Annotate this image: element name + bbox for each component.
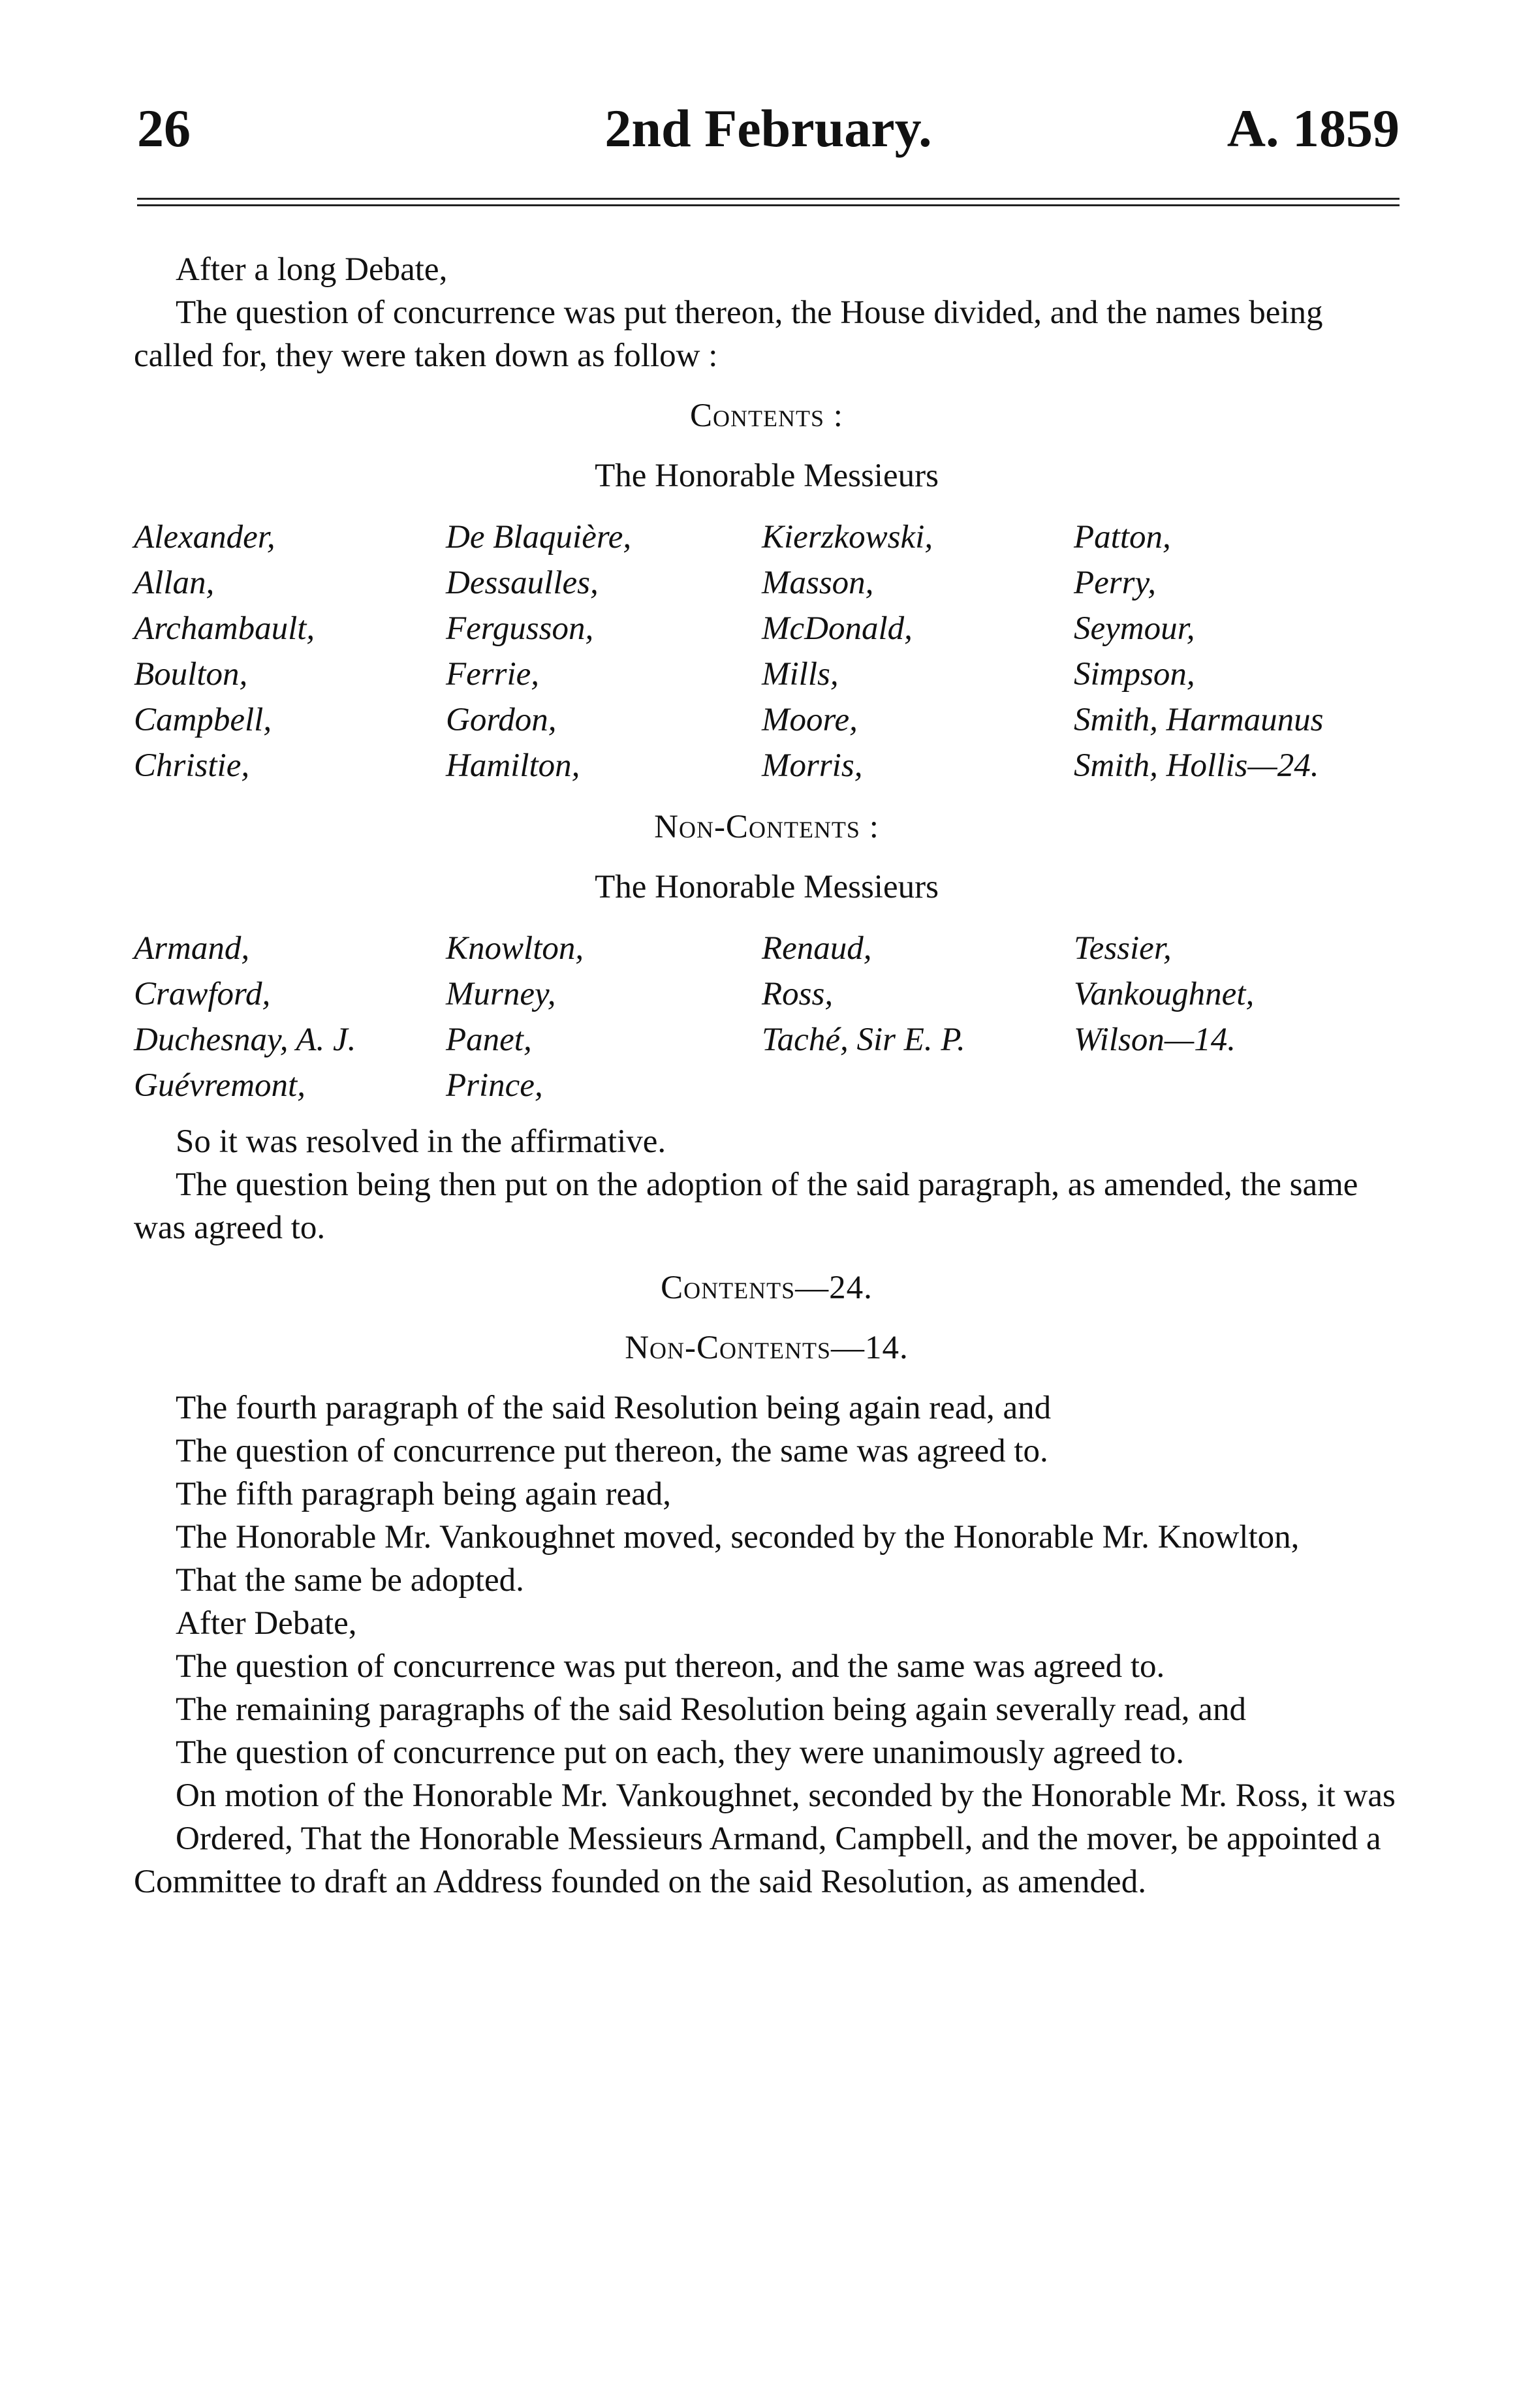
paragraph: On motion of the Honorable Mr. Vankoughnet, seconded by the Honorable Mr. Ross, it was bbox=[176, 1777, 1396, 1814]
member-name: Murney, bbox=[446, 976, 556, 1012]
paragraph: The question of concurrence put on each, they were unanimously agreed to. bbox=[176, 1734, 1185, 1771]
name-column bbox=[762, 514, 1074, 789]
member-name: Vankoughnet, bbox=[1074, 976, 1255, 1012]
member-name: Patton, bbox=[1074, 519, 1171, 555]
name-column bbox=[134, 514, 446, 789]
paragraph: The question being then put on the adoption of the said paragraph, as amended, the same was agreed to. bbox=[134, 1166, 1358, 1246]
name-column bbox=[446, 926, 762, 1108]
member-name: Hamilton, bbox=[446, 747, 580, 784]
non-contents-subheading: The Honorable Messieurs bbox=[595, 869, 939, 905]
paragraph: The remaining paragraphs of the said Resolution being again severally read, and bbox=[176, 1691, 1246, 1728]
member-name: Alexander, bbox=[134, 519, 275, 555]
member-name: Wilson—14. bbox=[1074, 1022, 1236, 1058]
paragraph: The question of concurrence was put thereon, and the same was agreed to. bbox=[176, 1648, 1165, 1685]
page-number: 26 bbox=[137, 99, 191, 158]
member-name: Morris, bbox=[762, 747, 863, 784]
name-column bbox=[446, 514, 762, 789]
paragraph: The fourth paragraph of the said Resolution being again read, and bbox=[176, 1390, 1052, 1426]
member-name: Perry, bbox=[1074, 565, 1157, 601]
member-name: Ross, bbox=[762, 976, 834, 1012]
member-name: Dessaulles, bbox=[446, 565, 599, 601]
member-name: Kierzkowski, bbox=[762, 519, 933, 555]
name-column bbox=[1074, 926, 1400, 1108]
paragraph: So it was resolved in the affirmative. bbox=[176, 1123, 666, 1160]
member-name: Boulton, bbox=[134, 656, 248, 693]
member-name: De Blaquière, bbox=[446, 519, 632, 555]
non-contents-name-list bbox=[134, 926, 1400, 1108]
paragraph: The fifth paragraph being again read, bbox=[176, 1476, 671, 1512]
member-name: McDonald, bbox=[762, 610, 913, 647]
member-name: Taché, Sir E. P. bbox=[762, 1022, 965, 1058]
paragraph: After Debate, bbox=[176, 1605, 357, 1642]
member-name: Moore, bbox=[762, 702, 858, 738]
paragraph: That the same be adopted. bbox=[176, 1562, 524, 1599]
name-column bbox=[1074, 514, 1400, 789]
member-name: Smith, Hollis—24. bbox=[1074, 747, 1319, 784]
non-contents-tally: Non-Contents—14. bbox=[625, 1330, 909, 1366]
member-name: Smith, Harmaunus bbox=[1074, 702, 1324, 738]
member-name: Panet, bbox=[446, 1022, 532, 1058]
paragraph: Ordered, That the Honorable Messieurs Armand, Campbell, and the mover, be appointed a Committee to draft an Address founded on the said Resolution, as amended. bbox=[134, 1821, 1381, 1900]
member-name: Knowlton, bbox=[446, 930, 584, 967]
member-name: Christie, bbox=[134, 747, 250, 784]
paragraph: The Honorable Mr. Vankoughnet moved, seconded by the Honorable Mr. Knowlton, bbox=[176, 1519, 1300, 1556]
paragraph: After a long Debate, bbox=[176, 251, 448, 288]
member-name: Simpson, bbox=[1074, 656, 1195, 693]
contents-tally: Contents—24. bbox=[661, 1270, 873, 1306]
contents-name-list bbox=[134, 514, 1400, 789]
member-name: Duchesnay, A. J. bbox=[134, 1022, 356, 1058]
page-body bbox=[134, 248, 1400, 1903]
member-name: Masson, bbox=[762, 565, 874, 601]
member-name: Crawford, bbox=[134, 976, 271, 1012]
member-name: Allan, bbox=[134, 565, 215, 601]
member-name: Archambault, bbox=[134, 610, 315, 647]
header-rule-bottom bbox=[137, 204, 1400, 206]
contents-heading: Contents : bbox=[690, 398, 843, 434]
member-name: Gordon, bbox=[446, 702, 557, 738]
member-name: Campbell, bbox=[134, 702, 272, 738]
member-name: Tessier, bbox=[1074, 930, 1172, 967]
member-name: Seymour, bbox=[1074, 610, 1195, 647]
member-name: Guévremont, bbox=[134, 1067, 305, 1104]
member-name: Ferrie, bbox=[446, 656, 540, 693]
non-contents-heading: Non-Contents : bbox=[654, 809, 879, 845]
member-name: Prince, bbox=[446, 1067, 543, 1104]
page-header bbox=[137, 98, 1400, 170]
page-year: A. 1859 bbox=[1227, 99, 1400, 158]
member-name: Renaud, bbox=[762, 930, 872, 967]
name-column bbox=[762, 926, 1074, 1108]
paragraph: The question of concurrence was put thereon, the House divided, and the names being called for, they were taken down as follow : bbox=[134, 294, 1323, 374]
paragraph: The question of concurrence put thereon, the same was agreed to. bbox=[176, 1433, 1048, 1469]
contents-subheading: The Honorable Messieurs bbox=[595, 458, 939, 494]
name-column bbox=[134, 926, 446, 1108]
member-name: Armand, bbox=[134, 930, 250, 967]
page-date: 2nd February. bbox=[604, 99, 932, 158]
member-name: Fergusson, bbox=[446, 610, 594, 647]
header-rule-top bbox=[137, 198, 1400, 200]
member-name: Mills, bbox=[762, 656, 839, 693]
